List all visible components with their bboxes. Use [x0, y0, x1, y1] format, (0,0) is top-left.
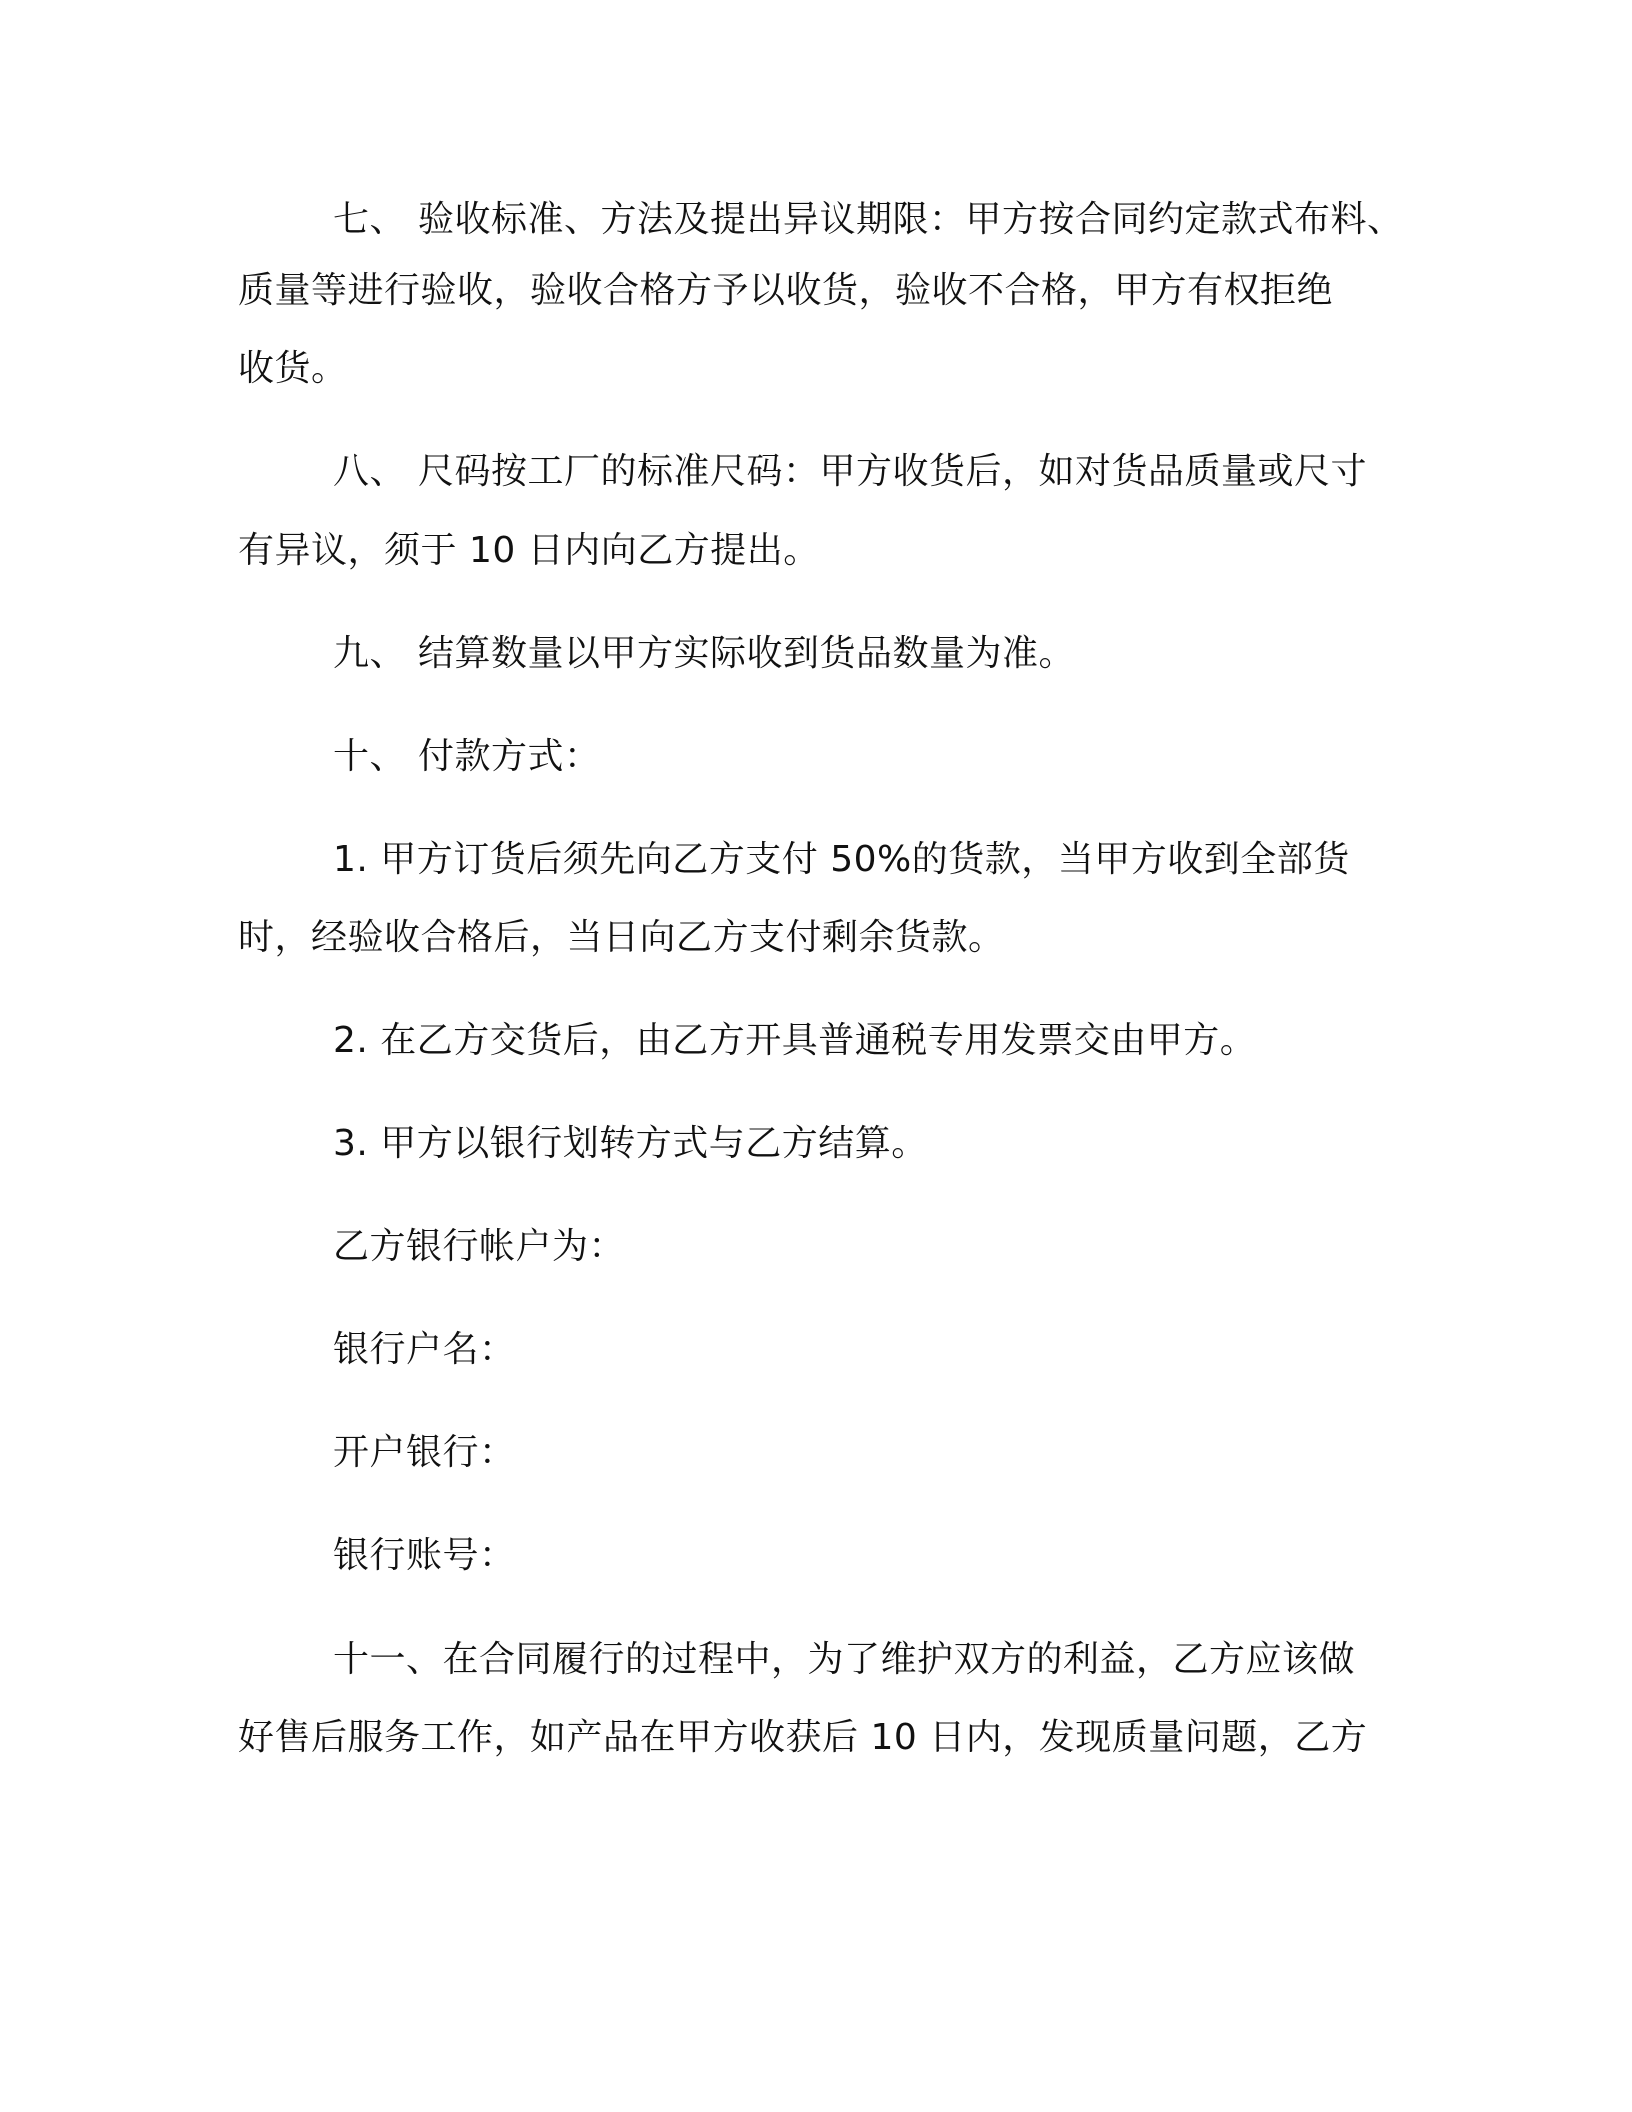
payment-item-3: 3. 甲方以银行划转方式与乙方结算。 [333, 1123, 928, 1164]
clause-10-heading: 十、 付款方式： [333, 736, 601, 777]
clause-7-line-2: 质量等进行验收，验收合格方予以收货，验收不合格，甲方有权拒绝 [238, 270, 1334, 311]
bank-name-label: 开户银行： [333, 1432, 516, 1473]
bank-account-number-label: 银行账号： [333, 1535, 516, 1576]
clause-9: 九、 结算数量以甲方实际收到货品数量为准。 [333, 633, 1075, 674]
bank-account-name-label: 银行户名： [333, 1329, 516, 1370]
clause-11-line-1: 十一、在合同履行的过程中，为了维护双方的利益，乙方应该做 [333, 1639, 1356, 1680]
bank-account-heading: 乙方银行帐户为： [333, 1226, 626, 1267]
clause-8-line-1: 八、 尺码按工厂的标准尺码：甲方收货后，如对货品质量或尺寸 [333, 451, 1367, 492]
payment-item-1-line-1: 1. 甲方订货后须先向乙方支付 50%的货款，当甲方收到全部货 [333, 839, 1350, 880]
payment-item-2: 2. 在乙方交货后，由乙方开具普通税专用发票交由甲方。 [333, 1020, 1257, 1061]
clause-7-line-1: 七、 验收标准、方法及提出异议期限：甲方按合同约定款式布料、 [333, 199, 1404, 240]
clause-7-line-3: 收货。 [238, 348, 348, 389]
payment-item-1-line-2: 时，经验收合格后，当日向乙方支付剩余货款。 [238, 917, 1005, 958]
clause-11-line-2: 好售后服务工作，如产品在甲方收获后 10 日内，发现质量问题，乙方 [238, 1717, 1368, 1758]
clause-8-line-2: 有异议，须于 10 日内向乙方提出。 [238, 530, 820, 571]
